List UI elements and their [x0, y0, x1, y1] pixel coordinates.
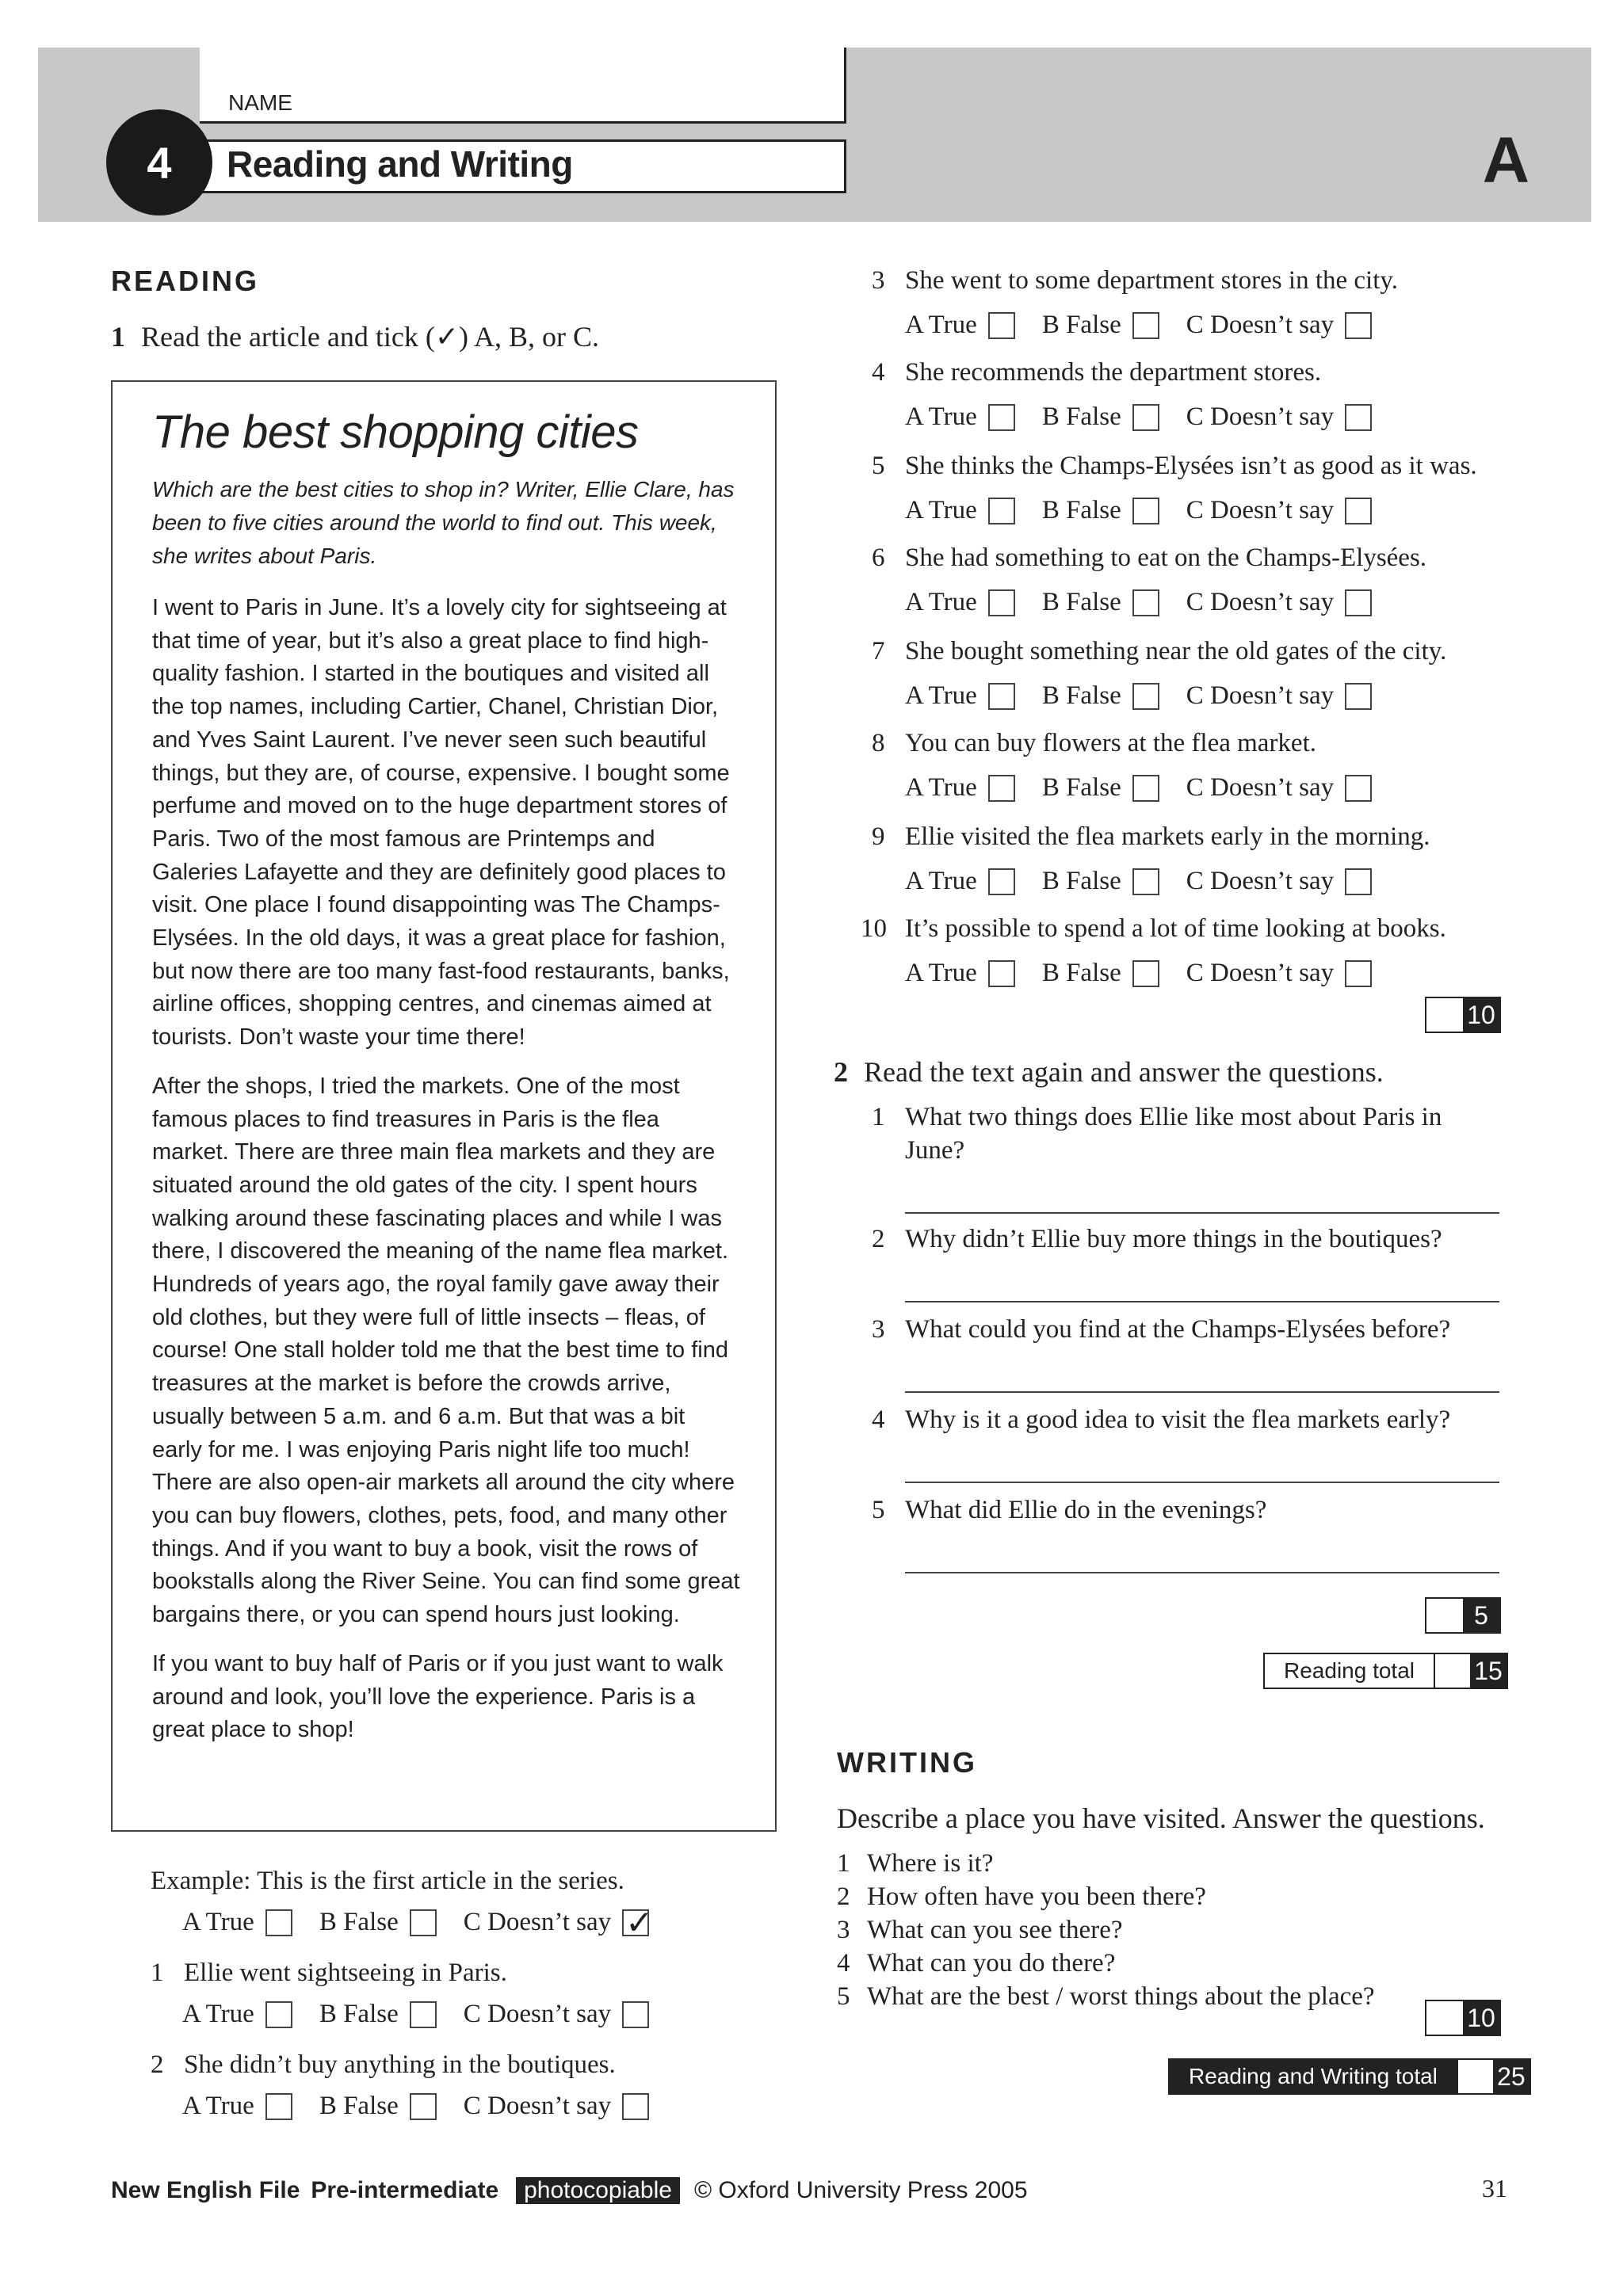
article-box [111, 380, 777, 1832]
question-5-options: A True B False C Doesn’t say [905, 496, 1399, 525]
option-c-label: C Doesn’t say [463, 1908, 612, 1936]
reading-writing-total-box [1168, 2058, 1531, 2095]
article-title: The best shopping cities [152, 406, 639, 458]
question-6: 6 She had something to eat on the Champs-Elysées. [872, 543, 1427, 572]
option-c-checkbox[interactable] [622, 2093, 649, 2120]
option-b-checkbox[interactable] [1132, 498, 1159, 524]
page-number: 31 [1482, 2174, 1507, 2203]
writing-question-4: 4 What can you do there? [837, 1949, 1116, 1978]
option-c-checkbox[interactable] [1345, 683, 1372, 710]
question-3: 3 She went to some department stores in the city. [872, 266, 1398, 295]
instruction-number: 1 [111, 321, 125, 353]
option-a-checkbox[interactable] [988, 498, 1015, 524]
question2-1-continued: June? [905, 1136, 965, 1165]
reading-total-label: Reading total [1265, 1654, 1434, 1688]
name-label: NAME [228, 90, 292, 115]
option-a-checkbox[interactable] [265, 2001, 292, 2028]
option-a-checkbox[interactable] [988, 960, 1015, 987]
option-c-checkbox[interactable] [1345, 868, 1372, 895]
option-c-checkbox[interactable] [1345, 960, 1372, 987]
total-entry[interactable] [1434, 1654, 1470, 1688]
option-b-checkbox[interactable] [410, 2001, 437, 2028]
total-entry[interactable] [1457, 2060, 1493, 2093]
option-c-checkbox[interactable] [1345, 589, 1372, 616]
footer-book: New English File [111, 2177, 300, 2203]
option-c-checkbox[interactable] [1345, 404, 1372, 431]
option-c-checkbox-checked[interactable] [622, 1909, 649, 1936]
option-a-label: A True [182, 1908, 254, 1936]
reading-heading: READING [111, 265, 260, 297]
answer-line[interactable] [905, 1572, 1499, 1573]
option-b-checkbox[interactable] [1132, 775, 1159, 802]
option-c-checkbox[interactable] [1345, 312, 1372, 339]
example-question: Example: This is the first article in the series. [151, 1867, 624, 1895]
article-paragraph: I went to Paris in June. It’s a lovely city for sightseeing at that time of year, but it’s also a great place to find high-quality fashion. I started in the boutiques and visited all the top names, including Cartier, Chanel, Christian Dior, and Yves Saint Laurent. I’ve never seen such beautiful things, but they are, of course, expensive. I bought some perfume and moved on to the huge department stores of Paris. Two of the most famous are Printemps and Galeries Lafayette and they are definitely good places to visit. One place I found disappointing was The Champs-Elysées. In the old days, it was a great place for fashion, but now there are too many fast-food restaurants, banks, airline offices, shopping centres, and cinemas aimed at tourists. Don’t waste your time there! [152, 595, 730, 1051]
option-b-checkbox[interactable] [410, 2093, 437, 2120]
question-8: 8 You can buy flowers at the flea market. [872, 729, 1316, 757]
score-entry[interactable] [1426, 998, 1463, 1032]
writing-instruction: Describe a place you have visited. Answer the questions. [837, 1802, 1485, 1834]
score-box-exercise-1 [1425, 997, 1501, 1033]
question2-3: 3 What could you find at the Champs-Elysées before? [872, 1315, 1451, 1344]
question2-4: 4 Why is it a good idea to visit the flea markets early? [872, 1405, 1451, 1434]
question-10-options: A True B False C Doesn’t say [905, 959, 1399, 988]
answer-line[interactable] [905, 1301, 1499, 1302]
question-1: 1 Ellie went sightseeing in Paris. [151, 1958, 507, 1987]
writing-question-5: 5 What are the best / worst things about the place? [837, 1982, 1375, 2011]
question2-1: 1 What two things does Ellie like most about Paris in [872, 1103, 1442, 1131]
reading-writing-total-label: Reading and Writing total [1170, 2060, 1457, 2093]
score-max: 10 [1463, 998, 1499, 1032]
option-a-checkbox[interactable] [988, 404, 1015, 431]
photocopiable-badge: photocopiable [516, 2177, 680, 2204]
instruction-text: Read the article and tick (✓) A, B, or C. [141, 321, 600, 353]
page-title: Reading and Writing [227, 143, 573, 185]
question-8-options: A True B False C Doesn’t say [905, 773, 1399, 803]
score-entry[interactable] [1426, 1599, 1463, 1632]
option-a-checkbox[interactable] [988, 683, 1015, 710]
score-box-exercise-2 [1425, 1597, 1501, 1634]
option-b-checkbox[interactable] [1132, 404, 1159, 431]
question-6-options: A True B False C Doesn’t say [905, 588, 1399, 617]
option-a-checkbox[interactable] [988, 589, 1015, 616]
option-a-checkbox[interactable] [988, 312, 1015, 339]
reading-total-max: 15 [1470, 1654, 1507, 1688]
score-max: 10 [1463, 2001, 1499, 2035]
question2-5: 5 What did Ellie do in the evenings? [872, 1496, 1267, 1524]
question-9: 9 Ellie visited the flea markets early in the morning. [872, 822, 1430, 851]
question-7-options: A True B False C Doesn’t say [905, 681, 1399, 711]
answer-line[interactable] [905, 1212, 1499, 1214]
question-3-options: A True B False C Doesn’t say [905, 311, 1399, 340]
answer-line[interactable] [905, 1391, 1499, 1393]
option-a-checkbox[interactable] [265, 1909, 292, 1936]
reading-writing-total-max: 25 [1493, 2060, 1529, 2093]
footer-level: Pre-intermediate [311, 2177, 499, 2203]
question-5: 5 She thinks the Champs-Elysées isn’t as good as it was. [872, 452, 1477, 480]
option-b-checkbox[interactable] [1132, 589, 1159, 616]
question-7: 7 She bought something near the old gates of the city. [872, 637, 1447, 666]
question-10: 10 It’s possible to spend a lot of time looking at books. [861, 914, 1446, 943]
option-b-checkbox[interactable] [1132, 683, 1159, 710]
writing-question-3: 3 What can you see there? [837, 1916, 1123, 1944]
option-c-checkbox[interactable] [622, 2001, 649, 2028]
writing-heading: WRITING [837, 1746, 977, 1779]
option-a-checkbox[interactable] [988, 868, 1015, 895]
score-box-writing [1425, 2000, 1501, 2036]
question-4: 4 She recommends the department stores. [872, 358, 1322, 387]
question-9-options: A True B False C Doesn’t say [905, 867, 1399, 896]
article-paragraph: After the shops, I tried the markets. One of the most famous places to find treasures in Paris is the flea market. There are three main flea markets and they are situated around the old gates of the city. I spent hours walking around these fascinating places and while I was there, I discovered the meaning of the name flea market. Hundreds of years ago, the royal family gave away their old clothes, but they were full of little insects – fleas, of course! One stall holder told me that the best time to find treasures at the market is before the crowds arrive, usually between 5 a.m. and 6 a.m. But that was a bit early for me. I was enjoying Paris night life too much! There are also open-air markets all around the city where you can buy flowers, clothes, pets, food, and many other things. And if you want to buy a book, visit the rows of bookstalls along the River Seine. You can find some great bargains there, or you can spend hours just looking. [152, 1073, 740, 1628]
footer-copyright: © Oxford University Press 2005 [693, 2177, 1028, 2203]
question-2: 2 She didn’t buy anything in the boutiques. [151, 2050, 616, 2079]
reading-total-box [1263, 1653, 1508, 1689]
option-c-checkbox[interactable] [1345, 498, 1372, 524]
article-intro: Which are the best cities to shop in? Writer, Ellie Clare, has been to five cities around the world to find out. This week, she writes about Paris. [152, 477, 735, 568]
option-b-checkbox[interactable] [410, 1909, 437, 1936]
test-version: A [1482, 124, 1529, 196]
reading-instruction-1 [111, 320, 599, 353]
article-paragraph: If you want to buy half of Paris or if you just want to walk around and look, you’ll love the experience. Paris is a great place to shop! [152, 1650, 724, 1743]
score-entry[interactable] [1426, 2001, 1463, 2035]
option-a-checkbox[interactable] [265, 2093, 292, 2120]
writing-question-2: 2 How often have you been there? [837, 1882, 1206, 1911]
question-1-options: A True B False C Doesn’t say [182, 2000, 676, 2029]
unit-number-badge: 4 [106, 109, 212, 215]
question2-2: 2 Why didn’t Ellie buy more things in the boutiques? [872, 1225, 1442, 1253]
question-4-options: A True B False C Doesn’t say [905, 402, 1399, 432]
question-2-options: A True B False C Doesn’t say [182, 2092, 676, 2121]
name-field[interactable] [200, 48, 846, 124]
option-b-checkbox[interactable] [1132, 868, 1159, 895]
option-b-label: B False [319, 1908, 399, 1936]
reading-instruction-2: 2 Read the text again and answer the questions. [834, 1056, 1384, 1088]
score-max: 5 [1463, 1599, 1499, 1632]
option-c-checkbox[interactable] [1345, 775, 1372, 802]
option-b-checkbox[interactable] [1132, 312, 1159, 339]
option-a-checkbox[interactable] [988, 775, 1015, 802]
writing-question-1: 1 Where is it? [837, 1849, 994, 1878]
example-options [182, 1908, 676, 1937]
answer-line[interactable] [905, 1482, 1499, 1483]
footer [111, 2177, 1028, 2204]
option-b-checkbox[interactable] [1132, 960, 1159, 987]
